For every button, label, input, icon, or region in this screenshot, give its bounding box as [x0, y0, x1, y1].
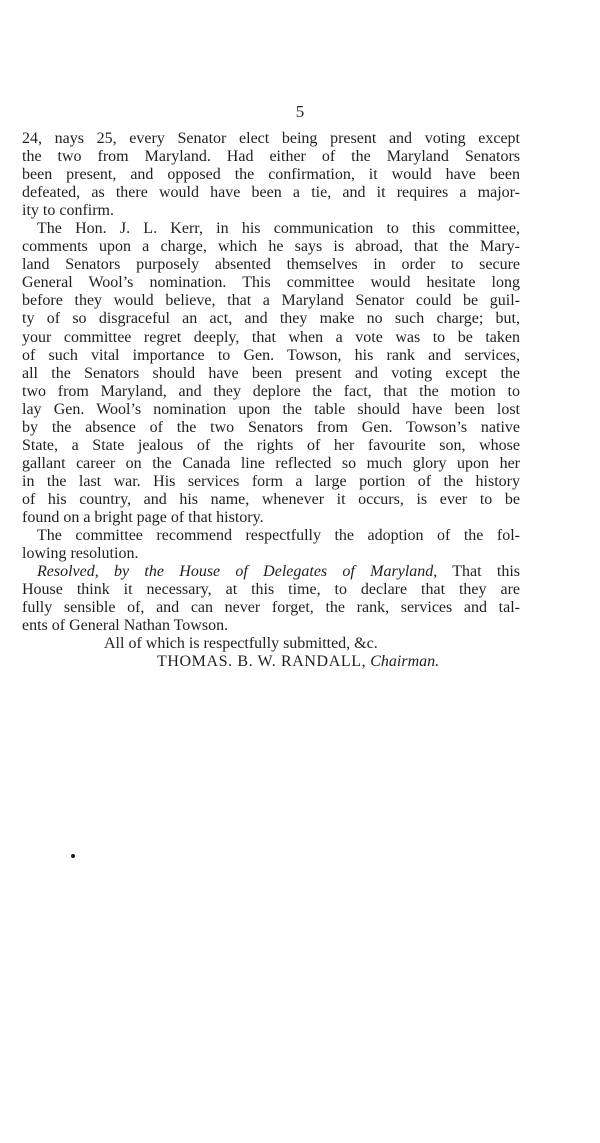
resolution-first-line [22, 563, 520, 581]
body-line: 24, nays 25, every Senator elect being present and voting except [22, 130, 520, 147]
ink-speck [71, 854, 75, 858]
page-number: 5 [295, 102, 305, 121]
signature-line [22, 653, 520, 671]
closing-line: All of which is respectfully submitted, &c. [104, 635, 378, 653]
resolution-line: fully sensible of, and can never forget, the rank, services and tal- [22, 599, 520, 617]
signature-title: Chairman. [370, 653, 440, 671]
body-line: been present, and opposed the confirmation, it would have been [22, 166, 520, 184]
resolution-line-rest: That this [437, 563, 521, 581]
body-line: by the absence of the two Senators from Gen. Towson’s native [22, 418, 520, 436]
body-line: all the Senators should have been present and voting except the [22, 364, 520, 382]
body-line: General Wool’s nomination. This committee would hesitate long [22, 274, 520, 292]
resolution-heading: Resolved, by the House of Delegates of Maryland, [37, 563, 438, 581]
body-line: The Hon. J. L. Kerr, in his communication to this committee, [37, 220, 520, 238]
body-line: in the last war. His services form a large portion of the history [22, 472, 520, 490]
body-line: found on a bright page of that history. [22, 508, 264, 526]
body-line: ity to confirm. [22, 202, 114, 220]
body-line: comments upon a charge, which he says is abroad, that the Mary- [22, 238, 520, 256]
body-line: of such vital importance to Gen. Towson, his rank and services, [22, 346, 520, 364]
signature-name: THOMAS. B. W. RANDALL, [157, 653, 367, 671]
body-line: land Senators purposely absented themselves in order to secure [22, 256, 520, 274]
body-line: The committee recommend respectfully the adoption of the fol- [37, 527, 520, 545]
body-line: two from Maryland, and they deplore the fact, that the motion to [22, 382, 520, 400]
body-line: lowing resolution. [22, 545, 139, 563]
resolution-line: ents of General Nathan Towson. [22, 617, 229, 635]
body-line: before they would believe, that a Maryland Senator could be guil- [22, 292, 520, 310]
body-line: State, a State jealous of the rights of her favourite son, whose [22, 436, 520, 454]
body-line: lay Gen. Wool’s nomination upon the table should have been lost [22, 400, 520, 418]
body-line: of his country, and his name, whenever it occurs, is ever to be [22, 490, 520, 508]
body-line: the two from Maryland. Had either of the Maryland Senators [22, 148, 520, 166]
body-line: your committee regret deeply, that when a vote was to be taken [22, 328, 520, 346]
body-line: gallant career on the Canada line reflected so much glory upon her [22, 454, 520, 472]
report-body [22, 130, 520, 671]
resolution-line: House think it necessary, at this time, to declare that they are [22, 581, 520, 599]
body-line: ty of so disgraceful an act, and they make no such charge; but, [22, 310, 520, 328]
body-line: defeated, as there would have been a tie, and it requires a major- [22, 184, 520, 202]
